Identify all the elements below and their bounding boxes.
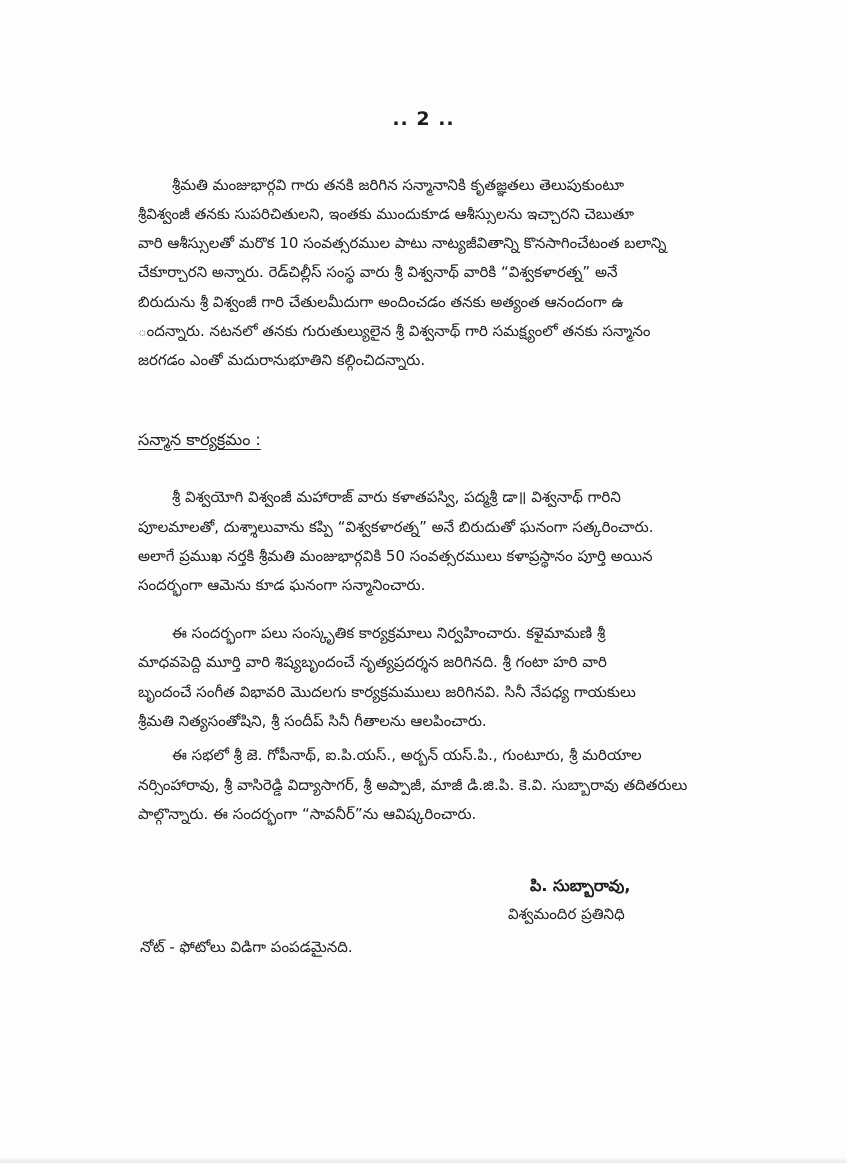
paragraph-3-line-1: ఈ సందర్భంగా పలు సంస్కృతిక కార్యక్రమాలు నిర్వహించారు. కళైమామణి శ్రీ [172,624,606,642]
paragraph-1-line-7: జరగడం ఎంతో మదురానుభూతిని కల్గించిదన్నారు. [138,351,426,369]
paragraph-1-line-2: శ్రీవిశ్వంజీ తనకు సుపరిచితులని, ఇంతకు ముందుకూడ ఆశీస్సులను ఇచ్చారని చెబుతూ [138,205,635,223]
page-number: .. 2 .. [392,108,455,130]
paragraph-2-line-3: అలాగే ప్రముఖ నర్తకి శ్రీమతి మంజుభార్గవికి 50 సంవత్సరములు కళాప్రస్థానం పూర్తి అయిన [138,547,653,565]
paragraph-1-line-6: ందన్నారు. నటనలో తనకు గురుతుల్యులైన శ్రీ విశ్వనాథ్ గారి సమక్ష్యంలో తనకు సన్మానం [138,322,651,340]
paragraph-1-line-3: వారి ఆశీస్సులతో మరొక 10 సంవత్సరముల పాటు నాట్యజీవితాన్ని కొనసాగించేటంత బలాన్ని [138,234,667,252]
paragraph-4-line-1: ఈ సభలో శ్రీ జె. గోపీనాథ్, ఐ.పి.యస్., అర్బన్ యస్.పి., గుంటూరు, శ్రీ మరియాల [172,746,642,764]
paragraph-2-line-4: సందర్భంగా ఆమెను కూడ ఘనంగా సన్మానించారు. [138,576,426,594]
footer-note: నోట్ - ఫోటోలు విడిగా పంపడమైనది. [140,938,353,956]
page-edge-shadow [0,1157,847,1163]
signature-title: విశ్వమందిర ప్రతినిధి [508,905,625,923]
paragraph-1-line-5: బిరుదును శ్రీ విశ్వంజీ గారి చేతులమీదుగా అందించడం తనకు అత్యంత ఆనందంగా ఉ [138,293,624,311]
paragraph-2-line-2: పూలమాలతో, దుశ్శాలువాను కప్పి “విశ్వకళారత్న” అనే బిరుదుతో ఘనంగా సత్కరించారు. [138,518,654,536]
paragraph-3-line-2: మాధవపెద్ది మూర్తి వారి శిష్యబృందంచే నృత్యప్రదర్శన జరిగినది. శ్రీ గంటా హరి వారి [138,653,607,671]
paragraph-1-line-4: చేకూర్చారని అన్నారు. రెడ్‌చిల్లీస్ సంస్థ వారు శ్రీ విశ్వనాథ్ వారికి “విశ్వకళారత్న” అనే [138,263,618,281]
paragraph-4-line-2: నర్సింహారావు, శ్రీ వాసిరెడ్డి విద్యాసాగర్, శ్రీ అప్పాజీ, మాజీ డి.జి.పి. కె.వి. సుబ్బారావు తదితరులు [138,776,688,794]
paragraph-3-line-4: శ్రీమతి నిత్యసంతోషిని, శ్రీ సందీప్ సినీ గీతాలను ఆలపించారు. [138,712,487,730]
paragraph-3-line-3: బృందంచే సంగీత విభావరి మొదలగు కార్యక్రమములు జరిగినవి. సినీ నేపధ్య గాయకులు [138,683,636,701]
signature-name: పి. సుబ్బారావు, [530,876,631,895]
paragraph-1-line-1: శ్రీమతి మంజుభార్గవి గారు తనకి జరిగిన సన్మానానికి కృతజ్ఞతలు తెలుపుకుంటూ [172,176,624,194]
section-heading: సన్మాన కార్యక్రమం : [138,430,261,449]
paragraph-4-line-3: పాల్గొన్నారు. ఈ సందర్భంగా “సావనీర్”ను ఆవిష్కరించారు. [138,805,477,823]
paragraph-2-line-1: శ్రీ విశ్వయోగి విశ్వంజీ మహారాజ్ వారు కళాతపస్వి, పద్మశ్రీ డా॥ విశ్వనాథ్ గారిని [172,488,621,506]
